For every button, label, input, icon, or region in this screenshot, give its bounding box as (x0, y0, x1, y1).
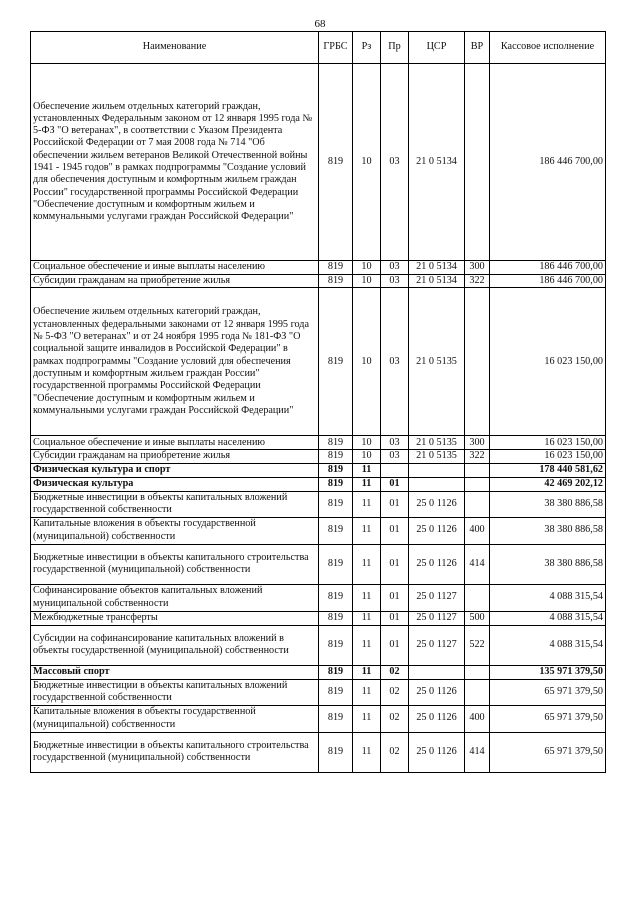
row-rz-cell: 11 (353, 611, 381, 625)
row-grbs-cell: 819 (319, 705, 353, 732)
row-grbs-cell: 819 (319, 584, 353, 611)
table-row (31, 491, 606, 517)
header-amount: Кассовое исполнение (490, 32, 606, 64)
row-pr-cell: 02 (381, 705, 409, 732)
table-row (31, 665, 606, 679)
row-rz-cell: 11 (353, 705, 381, 732)
table-row (31, 436, 606, 450)
row-pr-cell: 01 (381, 477, 409, 491)
row-vr-cell: 300 (465, 436, 490, 450)
row-csr-cell: 25 0 1127 (409, 611, 465, 625)
row-vr-cell: 322 (465, 275, 490, 288)
budget-execution-table (30, 31, 606, 773)
table-header-row (31, 32, 606, 64)
table-row (31, 544, 606, 584)
table-row (31, 64, 606, 261)
row-rz-cell: 10 (353, 436, 381, 450)
row-name-cell: Обеспечение жильем отдельных категорий граждан, установленных федеральными законами от 12 января 1995 года № 5-ФЗ "О ветеранах" и от 24 ноября 1995 года № 181-ФЗ "О социальной защите инвалидов в Российской Федерации" в рамках подпрограммы "Создание условий для обеспечения доступным и комфортным жильем граждан России" государственной программы Российской Федерации "Обеспечение доступным и комфортным жильем и коммунальными услугами граждан Российской Федерации" (31, 288, 319, 436)
row-name-cell: Социальное обеспечение и иные выплаты населению (31, 436, 319, 450)
row-amount-cell: 65 971 379,50 (490, 679, 606, 705)
row-name-cell: Обеспечение жильем отдельных категорий граждан, установленных Федеральным законом от 12 января 1995 года № 5-ФЗ "О ветеранах", в соответствии с Указом Президента Российской Федерации от 7 мая 2008 года № 714 "Об обеспечении жильем ветеранов Великой Отечественной войны 1941 - 1945 годов" в рамках подпрограммы "Создание условий для обеспечения доступным и комфортным жильем граждан России" государственной программы Российской Федерации "Обеспечение доступным и комфортным жильем и коммунальными услугами граждан Российской Федерации" (31, 64, 319, 261)
row-name-cell: Субсидии гражданам на приобретение жилья (31, 450, 319, 463)
header-vr: ВР (465, 32, 490, 64)
row-grbs-cell: 819 (319, 288, 353, 436)
row-name-cell: Софинансирование объектов капитальных вложений муниципальной собственности (31, 584, 319, 611)
row-grbs-cell: 819 (319, 450, 353, 463)
row-rz-cell: 11 (353, 463, 381, 477)
row-vr-cell (465, 665, 490, 679)
row-name-cell: Социальное обеспечение и иные выплаты населению (31, 261, 319, 275)
row-amount-cell: 4 088 315,54 (490, 625, 606, 665)
row-grbs-cell: 819 (319, 491, 353, 517)
header-pr: Пр (381, 32, 409, 64)
row-pr-cell: 01 (381, 491, 409, 517)
row-rz-cell: 11 (353, 491, 381, 517)
row-amount-cell: 186 446 700,00 (490, 275, 606, 288)
row-grbs-cell: 819 (319, 64, 353, 261)
table-body (31, 64, 606, 773)
row-rz-cell: 11 (353, 732, 381, 772)
row-grbs-cell: 819 (319, 517, 353, 544)
table-row (31, 584, 606, 611)
row-vr-cell: 500 (465, 611, 490, 625)
row-grbs-cell: 819 (319, 261, 353, 275)
row-vr-cell: 400 (465, 517, 490, 544)
row-rz-cell: 11 (353, 665, 381, 679)
row-grbs-cell: 819 (319, 544, 353, 584)
row-name-cell: Бюджетные инвестиции в объекты капитального строительства государственной (муниципальной) собственности (31, 544, 319, 584)
row-amount-cell: 4 088 315,54 (490, 584, 606, 611)
row-grbs-cell: 819 (319, 732, 353, 772)
row-pr-cell (381, 463, 409, 477)
row-amount-cell: 178 440 581,62 (490, 463, 606, 477)
row-amount-cell: 4 088 315,54 (490, 611, 606, 625)
row-csr-cell: 25 0 1127 (409, 584, 465, 611)
row-pr-cell: 03 (381, 64, 409, 261)
row-csr-cell: 25 0 1126 (409, 679, 465, 705)
row-name-cell: Субсидии гражданам на приобретение жилья (31, 275, 319, 288)
row-pr-cell: 02 (381, 732, 409, 772)
row-vr-cell (465, 288, 490, 436)
row-csr-cell: 21 0 5135 (409, 450, 465, 463)
row-grbs-cell: 819 (319, 611, 353, 625)
table-row (31, 732, 606, 772)
row-vr-cell (465, 679, 490, 705)
row-csr-cell: 25 0 1126 (409, 491, 465, 517)
row-pr-cell: 01 (381, 517, 409, 544)
row-name-cell: Субсидии на софинансирование капитальных вложений в объекты государственной (муниципальной) собственности (31, 625, 319, 665)
row-csr-cell (409, 665, 465, 679)
row-amount-cell: 135 971 379,50 (490, 665, 606, 679)
row-grbs-cell: 819 (319, 436, 353, 450)
row-vr-cell (465, 584, 490, 611)
row-csr-cell: 25 0 1126 (409, 517, 465, 544)
row-pr-cell: 01 (381, 584, 409, 611)
table-row (31, 463, 606, 477)
row-amount-cell: 65 971 379,50 (490, 732, 606, 772)
row-amount-cell: 38 380 886,58 (490, 544, 606, 584)
row-pr-cell: 02 (381, 679, 409, 705)
row-amount-cell: 38 380 886,58 (490, 517, 606, 544)
row-name-cell: Бюджетные инвестиции в объекты капитального строительства государственной (муниципальной) собственности (31, 732, 319, 772)
row-rz-cell: 11 (353, 544, 381, 584)
table-row (31, 611, 606, 625)
row-amount-cell: 16 023 150,00 (490, 450, 606, 463)
row-grbs-cell: 819 (319, 665, 353, 679)
row-name-cell: Массовый спорт (31, 665, 319, 679)
row-rz-cell: 10 (353, 275, 381, 288)
row-pr-cell: 03 (381, 275, 409, 288)
row-name-cell: Физическая культура (31, 477, 319, 491)
row-rz-cell: 10 (353, 450, 381, 463)
table-row (31, 625, 606, 665)
row-name-cell: Физическая культура и спорт (31, 463, 319, 477)
row-vr-cell: 400 (465, 705, 490, 732)
row-vr-cell: 322 (465, 450, 490, 463)
table-row (31, 705, 606, 732)
row-rz-cell: 10 (353, 288, 381, 436)
row-pr-cell: 01 (381, 544, 409, 584)
row-vr-cell: 522 (465, 625, 490, 665)
table-row (31, 261, 606, 275)
row-amount-cell: 16 023 150,00 (490, 436, 606, 450)
row-amount-cell: 42 469 202,12 (490, 477, 606, 491)
row-vr-cell (465, 463, 490, 477)
row-amount-cell: 65 971 379,50 (490, 705, 606, 732)
table-row (31, 288, 606, 436)
row-pr-cell: 03 (381, 436, 409, 450)
row-rz-cell: 11 (353, 517, 381, 544)
row-grbs-cell: 819 (319, 477, 353, 491)
row-name-cell: Капитальные вложения в объекты государственной (муниципальной) собственности (31, 517, 319, 544)
row-grbs-cell: 819 (319, 463, 353, 477)
table-row (31, 679, 606, 705)
row-vr-cell: 414 (465, 732, 490, 772)
row-amount-cell: 16 023 150,00 (490, 288, 606, 436)
table-row (31, 517, 606, 544)
row-name-cell: Межбюджетные трансферты (31, 611, 319, 625)
row-amount-cell: 186 446 700,00 (490, 261, 606, 275)
row-csr-cell: 25 0 1126 (409, 705, 465, 732)
row-csr-cell: 25 0 1126 (409, 732, 465, 772)
row-csr-cell: 21 0 5134 (409, 261, 465, 275)
table-row (31, 477, 606, 491)
row-csr-cell: 25 0 1127 (409, 625, 465, 665)
row-csr-cell: 21 0 5135 (409, 436, 465, 450)
row-amount-cell: 38 380 886,58 (490, 491, 606, 517)
header-rz: Рз (353, 32, 381, 64)
row-pr-cell: 01 (381, 625, 409, 665)
page-number: 68 (314, 18, 326, 30)
row-grbs-cell: 819 (319, 275, 353, 288)
row-rz-cell: 10 (353, 261, 381, 275)
header-csr: ЦСР (409, 32, 465, 64)
row-rz-cell: 10 (353, 64, 381, 261)
row-pr-cell: 02 (381, 665, 409, 679)
row-rz-cell: 11 (353, 477, 381, 491)
row-pr-cell: 01 (381, 611, 409, 625)
row-vr-cell: 300 (465, 261, 490, 275)
row-csr-cell: 21 0 5134 (409, 275, 465, 288)
row-vr-cell: 414 (465, 544, 490, 584)
row-vr-cell (465, 491, 490, 517)
row-rz-cell: 11 (353, 679, 381, 705)
row-grbs-cell: 819 (319, 625, 353, 665)
row-csr-cell (409, 463, 465, 477)
row-name-cell: Капитальные вложения в объекты государственной (муниципальной) собственности (31, 705, 319, 732)
row-grbs-cell: 819 (319, 679, 353, 705)
row-pr-cell: 03 (381, 261, 409, 275)
row-rz-cell: 11 (353, 584, 381, 611)
row-amount-cell: 186 446 700,00 (490, 64, 606, 261)
row-vr-cell (465, 477, 490, 491)
table-row (31, 275, 606, 288)
header-grbs: ГРБС (319, 32, 353, 64)
row-rz-cell: 11 (353, 625, 381, 665)
row-csr-cell: 21 0 5135 (409, 288, 465, 436)
row-csr-cell: 25 0 1126 (409, 544, 465, 584)
row-csr-cell: 21 0 5134 (409, 64, 465, 261)
row-name-cell: Бюджетные инвестиции в объекты капитальных вложений государственной собственности (31, 679, 319, 705)
row-name-cell: Бюджетные инвестиции в объекты капитальных вложений государственной собственности (31, 491, 319, 517)
row-vr-cell (465, 64, 490, 261)
row-csr-cell (409, 477, 465, 491)
table-row (31, 450, 606, 463)
header-name: Наименование (31, 32, 319, 64)
row-pr-cell: 03 (381, 450, 409, 463)
row-pr-cell: 03 (381, 288, 409, 436)
